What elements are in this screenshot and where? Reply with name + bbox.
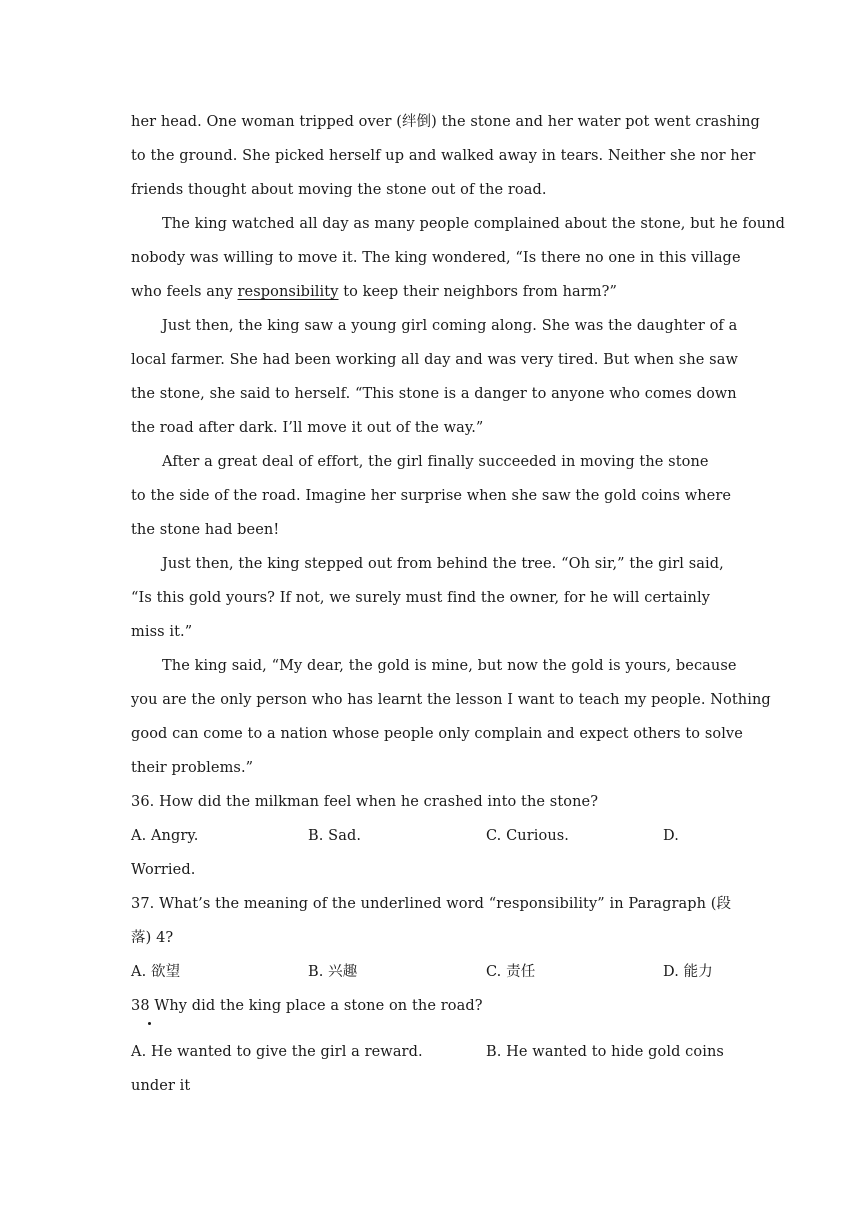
paragraph-5-line-1: Just then, the king stepped out from behind the tree. “Oh sir,” the girl said, bbox=[162, 556, 724, 572]
question-37-option-c: C. 责任 bbox=[486, 964, 536, 980]
question-36-option-d: D. bbox=[663, 828, 679, 844]
paragraph-2-text-before: who feels any bbox=[131, 284, 238, 300]
paragraph-3-line-2: local farmer. She had been working all day and was very tired. But when she saw bbox=[131, 352, 738, 368]
question-38-option-a: A. He wanted to give the girl a reward. bbox=[131, 1044, 423, 1060]
question-38-options bbox=[131, 1038, 733, 1072]
underlined-word-responsibility: responsibility bbox=[237, 284, 339, 300]
paragraph-3-line-1: Just then, the king saw a young girl coming along. She was the daughter of a bbox=[162, 318, 738, 334]
paragraph-2-line-3 bbox=[131, 278, 733, 312]
paragraph-1-line-3: friends thought about moving the stone out of the road. bbox=[131, 182, 547, 198]
paragraph-4-line-1: After a great deal of effort, the girl finally succeeded in moving the stone bbox=[162, 454, 709, 470]
question-38-option-b: B. He wanted to hide gold coins bbox=[486, 1044, 724, 1060]
question-37-options bbox=[131, 958, 733, 992]
paragraph-4-line-2: to the side of the road. Imagine her surprise when she saw the gold coins where bbox=[131, 488, 732, 504]
question-37-option-a: A. 欲望 bbox=[131, 964, 181, 980]
paragraph-3-line-3: the stone, she said to herself. “This stone is a danger to anyone who comes down bbox=[131, 386, 737, 402]
paragraph-6-line-1: The king said, “My dear, the gold is mine, but now the gold is yours, because bbox=[162, 658, 737, 674]
question-37-option-d: D. 能力 bbox=[663, 964, 713, 980]
paragraph-6-line-4: their problems.” bbox=[131, 760, 254, 776]
paragraph-4-line-3: the stone had been! bbox=[131, 522, 280, 538]
question-38-stem: 38 Why did the king place a stone on the road? bbox=[131, 998, 483, 1014]
question-38-option-b-wrap: under it bbox=[131, 1078, 191, 1094]
question-37-option-b: B. 兴趣 bbox=[308, 964, 358, 980]
paragraph-2-text-after: to keep their neighbors from harm?” bbox=[338, 284, 618, 300]
stray-dot-mark bbox=[148, 1022, 151, 1025]
paragraph-5-line-3: miss it.” bbox=[131, 624, 193, 640]
question-36-options bbox=[131, 822, 733, 856]
question-36-option-a: A. Angry. bbox=[131, 828, 199, 844]
spacer bbox=[131, 1026, 733, 1038]
question-36-option-b: B. Sad. bbox=[308, 828, 362, 844]
paragraph-6-line-2: you are the only person who has learnt the lesson I want to teach my people. Nothing bbox=[131, 692, 771, 708]
paragraph-1-line-2: to the ground. She picked herself up and walked away in tears. Neither she nor her bbox=[131, 148, 756, 164]
question-37-stem-line-1: 37. What’s the meaning of the underlined word “responsibility” in Paragraph (段 bbox=[131, 896, 732, 912]
paragraph-5-line-2: “Is this gold yours? If not, we surely must find the owner, for he will certainly bbox=[131, 590, 711, 606]
paragraph-1-line-1: her head. One woman tripped over (绊倒) the stone and her water pot went crashing bbox=[131, 114, 760, 130]
paragraph-2-line-1: The king watched all day as many people complained about the stone, but he found bbox=[162, 216, 786, 232]
question-36-stem: 36. How did the milkman feel when he crashed into the stone? bbox=[131, 794, 599, 810]
question-36-option-d-wrap: Worried. bbox=[131, 862, 196, 878]
paragraph-2-line-2: nobody was willing to move it. The king wondered, “Is there no one in this village bbox=[131, 250, 741, 266]
question-37-stem-line-2: 落) 4? bbox=[131, 930, 174, 946]
passage-column bbox=[131, 108, 786, 1106]
question-36-option-c: C. Curious. bbox=[486, 828, 570, 844]
paragraph-3-line-4: the road after dark. I’ll move it out of the way.” bbox=[131, 420, 484, 436]
paragraph-6-line-3: good can come to a nation whose people only complain and expect others to solve bbox=[131, 726, 743, 742]
